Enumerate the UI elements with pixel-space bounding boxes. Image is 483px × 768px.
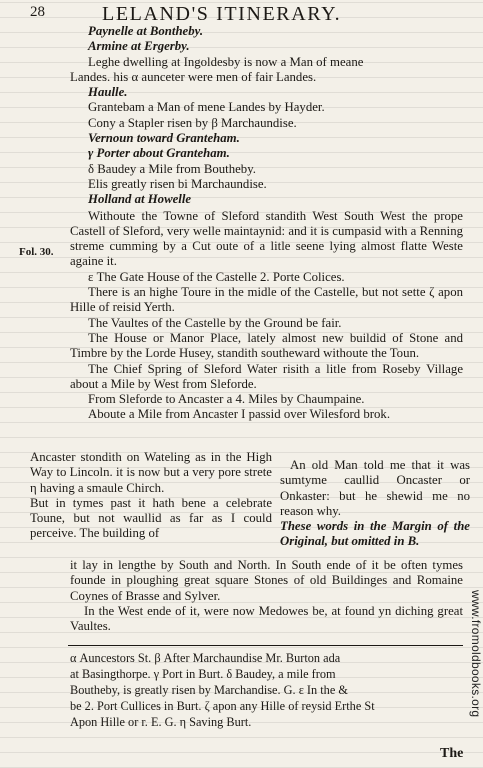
entry-line: γ Porter about Granteham.	[88, 146, 230, 161]
paragraph: The House or Manor Place, lately almost new buildid of Stone and Timbre by the Lorde Husey, standith southeward withoute the Toun.	[70, 330, 463, 361]
main-text	[70, 24, 463, 423]
entry-line: Vernoun toward Granteham.	[88, 131, 240, 146]
footnote-line: at Basingthorpe. γ Port in Burt. δ Baudey, a mile from	[70, 667, 336, 681]
watermark: www.fromoldbooks.org	[469, 590, 483, 718]
entry-line: Leghe dwelling at Ingoldesby is now a Man of meane	[88, 54, 364, 69]
column-note: These words in the Margin of the Original, but omitted in B.	[280, 519, 470, 549]
entry-line: Landes. his α aunceter were men of fair Landes.	[70, 69, 317, 84]
paragraph: ε The Gate House of the Castelle 2. Porte Colices.	[88, 269, 345, 284]
left-column	[30, 450, 272, 542]
paragraph: From Sleforde to Ancaster a 4. Miles by Chaumpaine.	[88, 392, 365, 407]
paragraph: it lay in lengthe by South and North. In South ende of it be often tymes founde in ploughing great square Stones of old Buildinges and Romaine Coynes of Brasse and Sylver.	[70, 558, 463, 603]
catchword: The	[440, 746, 464, 761]
page-header	[0, 4, 483, 26]
column-paragraph: But in tymes past it hath bene a celebrate Toune, but not waullid as far as I could perceive. The building of	[30, 495, 272, 541]
entry-line: Paynelle at Bontheby.	[88, 24, 204, 38]
entry-line: Armine at Ergerby.	[88, 39, 190, 54]
right-column	[280, 458, 470, 550]
paragraph: Aboute a Mile from Ancaster I passid over Wilesford brok.	[88, 407, 391, 422]
folio-margin-note: Fol. 30.	[19, 246, 54, 258]
footnote-divider	[68, 645, 463, 646]
paragraph: The Vaultes of the Castelle by the Ground be fair.	[88, 315, 342, 330]
running-head: LELAND'S ITINERARY.	[102, 3, 342, 25]
column-paragraph: Ancaster stondith on Wateling as in the High Way to Lincoln. it is now but a very pore strete η having a smaule Chirch.	[30, 450, 272, 495]
entry-line: Haulle.	[88, 85, 128, 100]
page-number: 28	[30, 4, 45, 20]
footnote-line: Boutheby, is greatly risen by Marchandise. G. ε In the &	[70, 683, 348, 697]
entry-line: Cony a Stapler risen by β Marchaundise.	[88, 115, 297, 130]
entry-line: Elis greatly risen bi Marchaundise.	[88, 176, 267, 191]
footnote-line: be 2. Port Cullices in Burt. ζ apon any Hille of reysid Erthe St	[70, 699, 375, 713]
column-paragraph: An old Man told me that it was sumtyme caullid Oncaster or Onkaster: but he shewid me no reason why.	[280, 458, 470, 518]
footnote-line: α Auncestors St. β After Marchaundise Mr. Burton ada	[70, 651, 341, 665]
paragraph: In the West ende of it, were now Medowes be, at found yn diching great Vaultes.	[70, 603, 463, 634]
entry-line: Grantebam a Man of mene Landes by Hayder.	[88, 100, 325, 115]
footnotes	[70, 650, 470, 730]
entry-line: Holland at Howelle	[88, 192, 192, 207]
paragraph: There is an highe Toure in the midle of the Castelle, but not sette ζ apon Hille of reisid Yerth.	[70, 285, 463, 315]
footnote-line: Apon Hille or r. E. G. η Saving Burt.	[70, 715, 252, 729]
continued-text	[30, 558, 463, 634]
paragraph: Withoute the Towne of Sleford standith West South West the prope Castell of Sleford, very welle maintaynid: and it is cumpasid with a Renning streme cumming by a Cut oute of a litle seene lying almost flatte Weste againe it.	[70, 208, 463, 269]
entry-line: δ Baudey a Mile from Boutheby.	[88, 161, 256, 176]
paragraph: The Chief Spring of Sleford Water risith a litle from Roseby Village about a Mile by West from Sleforde.	[70, 361, 463, 391]
